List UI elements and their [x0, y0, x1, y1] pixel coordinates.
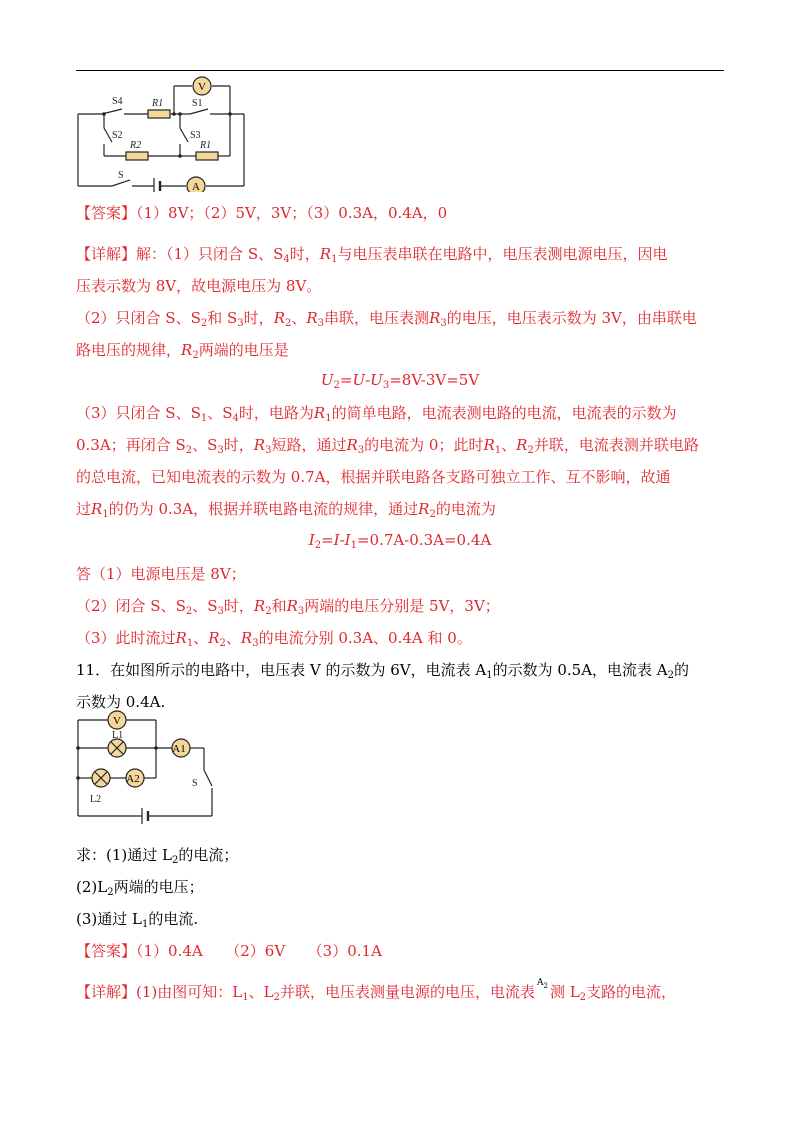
answer-text: （1）0.4A （2）6V （3）0.1A — [136, 942, 382, 960]
equation-u2 — [76, 370, 724, 390]
label-r1-top: R1 — [152, 98, 164, 109]
subscript: 2 — [314, 540, 322, 551]
text: 并联，电流表测并联电路 — [533, 436, 699, 454]
subscript: 2 — [543, 982, 548, 990]
text: R — [253, 436, 266, 454]
label-s3: S3 — [190, 130, 201, 141]
subscript: 1 — [325, 413, 332, 424]
subscript: 3 — [297, 606, 305, 617]
q10-conclusion-2 — [76, 596, 736, 616]
q11-ask-1 — [76, 845, 736, 865]
text: A — [536, 978, 544, 988]
text: 时， — [223, 436, 254, 454]
text: 答（1）电源电压是 8V； — [76, 565, 246, 583]
text: I — [308, 531, 315, 549]
q11-stem-line-1 — [76, 660, 736, 680]
text: R — [306, 309, 318, 327]
q11-ask-3 — [76, 909, 736, 929]
text: =0.7A-0.3A=0.4A — [356, 531, 492, 549]
text: 串联，电压表测 — [324, 309, 430, 327]
text: 的 — [674, 661, 690, 679]
text: 示数为 0.4A. — [76, 693, 166, 711]
voltmeter-icon — [108, 711, 126, 729]
label-l1: L1 — [112, 730, 124, 741]
text: 和 — [271, 597, 287, 615]
text: R — [273, 309, 285, 327]
ammeter-icon — [126, 769, 144, 787]
answer-tag: 【答案】 — [76, 204, 137, 222]
text: 11．在如图所示的电路中，电压表 V 的示数为 6V，电流表 A — [76, 661, 487, 679]
circuit-diagram-2 — [76, 706, 226, 828]
q10-detail-line-2 — [76, 276, 736, 296]
text: 与电压表串联在电路中，电压表测电源电压，因电 — [337, 245, 668, 263]
text: (1)由图可知：L — [136, 983, 243, 1001]
q10-part3-line-1 — [76, 403, 736, 423]
q10-part3-line-3 — [76, 467, 736, 487]
text: R — [208, 629, 220, 647]
subscript: 1 — [486, 670, 493, 681]
circuit-diagram-1 — [76, 76, 248, 192]
answer-tag: 【答案】 — [76, 942, 137, 960]
text: 的电流分别 0.3A、0.4A 和 0。 — [258, 629, 472, 647]
q10-answer — [76, 203, 736, 223]
q11-answer — [76, 941, 736, 961]
text: 过 — [76, 500, 92, 518]
subscript: 3 — [382, 380, 390, 391]
text: U — [370, 371, 383, 389]
lamp-icon — [108, 739, 126, 757]
q10-part3-line-4 — [76, 499, 736, 519]
text: R — [319, 245, 332, 263]
text: R — [175, 629, 187, 647]
text: R — [253, 597, 266, 615]
ammeter-label: A — [192, 181, 200, 192]
text: 、 — [291, 309, 307, 327]
voltmeter-label: V — [113, 715, 121, 727]
subscript: 2 — [219, 638, 226, 649]
label-r2: R2 — [130, 140, 142, 151]
text: R — [483, 436, 495, 454]
text: 路电压的规律， — [76, 341, 182, 359]
text: R — [418, 500, 430, 518]
text: 的电流. — [148, 910, 199, 928]
subscript: 2 — [185, 445, 193, 456]
text: 的示数为 0.5A，电流表 A — [492, 661, 668, 679]
subscript: 2 — [333, 380, 340, 391]
text: 时， — [223, 597, 254, 615]
label-s: S — [192, 778, 198, 789]
a2-superscript-glyph — [537, 978, 548, 988]
text: 、 — [501, 436, 517, 454]
subscript: 3 — [217, 606, 224, 617]
text: 、 — [225, 629, 241, 647]
text: 的电流为 — [435, 500, 496, 518]
text: 的简单电路，电流表测电路的电流，电流表的示数为 — [331, 404, 677, 422]
text: 的电流； — [178, 846, 239, 864]
label-s2: S2 — [112, 130, 123, 141]
text: U — [320, 371, 334, 389]
subscript: 3 — [252, 638, 259, 649]
subscript: 3 — [317, 318, 325, 329]
subscript: 2 — [192, 350, 199, 361]
text: 、S — [192, 597, 218, 615]
subscript: 3 — [357, 445, 365, 456]
text: 时， — [289, 245, 320, 263]
subscript: 2 — [284, 318, 292, 329]
text: 、S — [207, 404, 233, 422]
subscript: 2 — [527, 445, 534, 456]
subscript: 1 — [331, 254, 338, 265]
text: R — [240, 629, 253, 647]
text: 两端的电压分别是 5V，3V； — [304, 597, 500, 615]
text: R — [313, 404, 326, 422]
q10-conclusion-3 — [76, 628, 736, 648]
text: U — [352, 371, 366, 389]
text: 的仍为 0.3A，根据并联电路电流的规律，通过 — [108, 500, 419, 518]
subscript: 1 — [141, 919, 149, 930]
q10-part2-line-1 — [76, 308, 736, 328]
subscript: 2 — [171, 855, 179, 866]
subscript: 1 — [350, 540, 357, 551]
text: R — [516, 436, 528, 454]
text: - — [365, 371, 371, 389]
lamp-icon — [92, 769, 110, 787]
subscript: 3 — [265, 445, 272, 456]
text: R — [286, 597, 298, 615]
text: 短路，通过 — [271, 436, 347, 454]
text: 解：（1）只闭合 S、S — [136, 245, 284, 263]
label-s4: S4 — [112, 96, 123, 107]
q10-part3-line-2 — [76, 435, 736, 455]
answer-text: （1）8V；（2）5V，3V；（3）0.3A，0.4A，0 — [136, 204, 448, 222]
text: - — [339, 531, 345, 549]
text: I — [344, 531, 351, 549]
text: (2)L — [76, 878, 108, 896]
text: 、L — [248, 983, 274, 1001]
subscript: 1 — [102, 509, 109, 520]
q10-conclusion-1 — [76, 564, 736, 584]
ammeter-icon — [187, 177, 205, 192]
header-rule — [76, 70, 724, 71]
voltmeter-label: V — [198, 81, 206, 93]
subscript: 1 — [494, 445, 502, 456]
text: = — [339, 371, 353, 389]
subscript: 4 — [232, 413, 239, 424]
text: 支路的电流， — [586, 983, 677, 1001]
subscript: 1 — [200, 413, 208, 424]
text: 的总电流，已知电流表的示数为 0.7A，根据并联电路各支路可独立工作、互不影响，故通 — [76, 468, 671, 486]
text: =8V-3V=5V — [389, 371, 480, 389]
subscript: 3 — [237, 318, 244, 329]
ammeter-icon — [172, 739, 190, 757]
text: 两端的电压； — [113, 878, 204, 896]
detail-tag: 【详解】 — [76, 983, 137, 1001]
text: （3）此时流过 — [76, 629, 176, 647]
text: 并联，电压表测量电源的电压，电流表 — [279, 983, 535, 1001]
label-l2: L2 — [90, 794, 102, 805]
text: 的电流为 0；此时 — [364, 436, 484, 454]
subscript: 3 — [217, 445, 224, 456]
subscript: 4 — [283, 254, 290, 265]
subscript: 1 — [186, 638, 194, 649]
subscript: 2 — [579, 992, 587, 1003]
voltmeter-icon — [193, 77, 211, 95]
subscript: 1 — [242, 992, 249, 1003]
text: （2）闭合 S、S — [76, 597, 186, 615]
text: R — [91, 500, 103, 518]
ammeter-a2-label: A2 — [126, 773, 140, 785]
text: 和 S — [207, 309, 238, 327]
equation-i2 — [76, 530, 724, 550]
text: 压表示数为 8V，故电源电压为 8V。 — [76, 277, 322, 295]
label-s1: S1 — [192, 98, 203, 109]
q10-part2-line-2 — [76, 340, 736, 360]
q11-detail — [76, 978, 736, 1005]
text: I — [333, 531, 340, 549]
text: (3)通过 L — [76, 910, 142, 928]
label-r1-bottom: R1 — [200, 140, 212, 151]
text: 、 — [193, 629, 209, 647]
subscript: 2 — [667, 670, 675, 681]
subscript: 2 — [273, 992, 280, 1003]
subscript: 2 — [200, 318, 208, 329]
text: 的电压，电压表示数为 3V，由串联电 — [446, 309, 697, 327]
text: 时，电路为 — [238, 404, 314, 422]
subscript: 3 — [440, 318, 447, 329]
subscript: 2 — [429, 509, 436, 520]
text: R — [181, 341, 193, 359]
text: R — [346, 436, 358, 454]
subscript: 2 — [185, 606, 193, 617]
q11-ask-2 — [76, 877, 736, 897]
text: 时， — [243, 309, 274, 327]
ammeter-a1-label: A1 — [172, 743, 186, 755]
text: R — [429, 309, 441, 327]
detail-tag: 【详解】 — [76, 245, 137, 263]
subscript: 2 — [265, 606, 272, 617]
text: 、S — [192, 436, 218, 454]
text: （2）只闭合 S、S — [76, 309, 201, 327]
label-s: S — [118, 170, 124, 181]
subscript: 2 — [107, 887, 114, 898]
text: 测 L — [549, 983, 580, 1001]
text: 求：(1)通过 L — [76, 846, 172, 864]
text: 0.3A；再闭合 S — [76, 436, 186, 454]
text: （3）只闭合 S、S — [76, 404, 201, 422]
text: 两端的电压是 — [198, 341, 289, 359]
q10-detail-line-1 — [76, 244, 736, 264]
text: = — [321, 531, 334, 549]
